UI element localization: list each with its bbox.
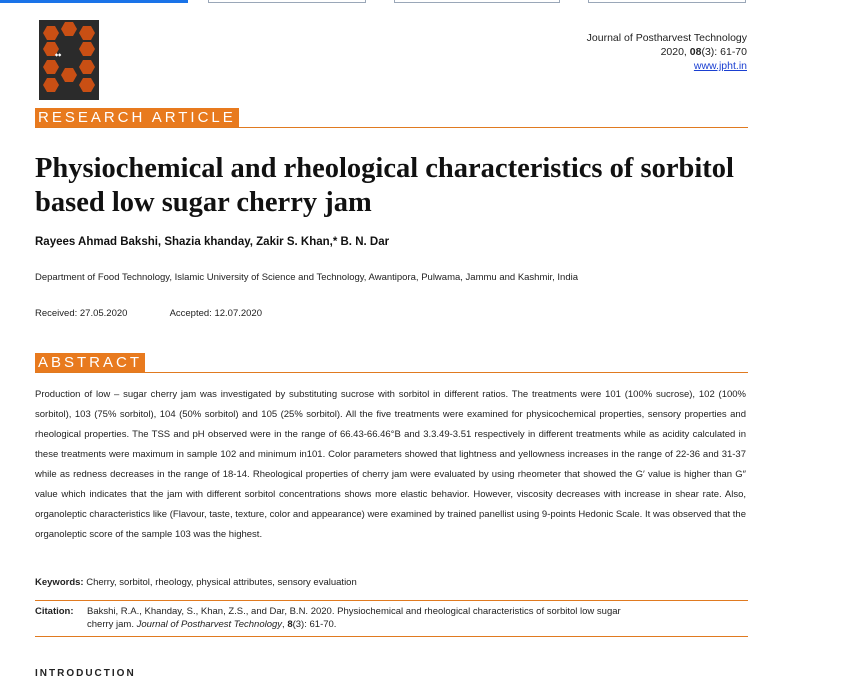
citation-label: Citation:: [35, 606, 74, 617]
tab-outline[interactable]: [588, 0, 746, 3]
tab-outline[interactable]: [208, 0, 366, 3]
dates-line: [35, 308, 302, 319]
cover-logo: ◆◆: [55, 52, 62, 57]
introduction-heading: INTRODUCTION: [35, 668, 136, 679]
keywords-label: Keywords:: [35, 577, 84, 588]
section-label: RESEARCH ARTICLE: [35, 108, 239, 127]
author-list: Rayees Ahmad Bakshi, Shazia khanday, Zakir S. Khan,* B. N. Dar: [35, 236, 390, 248]
accepted-date: Accepted: 12.07.2020: [169, 308, 262, 319]
keywords-line: [35, 577, 357, 588]
abstract-text: Production of low – sugar cherry jam was investigated by substituting sucrose with sorbitol in different ratios. The treatments were 101 (100% sucrose), 102 (100% sorbitol), 103 (75% sorbitol), 104 (50% sorbitol) and 105 (25% sorbitol). All the five treatments were examined for physicochemical properties, sensory properties and rheological properties. The TSS and pH observed were in the range of 66.43-66.46°B and 3.3.49-3.51 respectively in different treatments while as acidity calculated in these treatments were maximum in sample 102 and minimum in101. Color parameters showed that lightness and yellowness increases in the range of 22-36 and 31-37 while as redness decreases in the range of 18-14. Rheological properties of cherry jam were evaluated by using rheometer that showed the G′ value is higher than G″ value which indicates that the jam with different sorbitol concentrations shows more elastic behavior. However, viscosity decreases with increase in shear rate. Also, organoleptic characteristics like (Flavour, taste, texture, color and appearance) were examined by trained panellist using 9-points Hedonic Scale. It was observed that the organoleptic score of the sample 103 was the highest.: [35, 389, 746, 540]
section-divider: [35, 127, 748, 128]
journal-cover-image: [39, 20, 99, 100]
article-title: Physiochemical and rheological characteristics of sorbitol based low sugar cherry jam: [35, 153, 734, 218]
journal-info: [587, 31, 747, 73]
citation-top-rule: [35, 600, 748, 601]
abstract-divider: [35, 372, 748, 373]
journal-url-link[interactable]: www.jpht.in: [693, 60, 747, 72]
tab-outline[interactable]: [394, 0, 560, 3]
received-date: Received: 27.05.2020: [35, 308, 128, 319]
journal-name: Journal of Postharvest Technology: [586, 32, 747, 44]
active-tab-indicator[interactable]: [0, 0, 188, 3]
citation-journal: Journal of Postharvest Technology: [136, 619, 283, 630]
citation-block: [35, 605, 746, 631]
abstract-label: ABSTRACT: [35, 353, 145, 372]
journal-issue: 2020, 08(3): 61-70: [660, 46, 747, 58]
browser-tab-strip: [0, 0, 844, 4]
keywords-text: Cherry, sorbitol, rheology, physical attributes, sensory evaluation: [86, 577, 357, 588]
affiliation: Department of Food Technology, Islamic University of Science and Technology, Awantipora, Pulwama, Jammu and Kashmir, India: [35, 272, 579, 283]
citation-line-2: cherry jam. Journal of Postharvest Technology, 8(3): 61-70.: [87, 619, 337, 630]
citation-bottom-rule: [35, 636, 748, 637]
citation-line-1: Bakshi, R.A., Khanday, S., Khan, Z.S., and Dar, B.N. 2020. Physiochemical and rheological characteristics of sorbitol low sugar: [87, 606, 621, 617]
